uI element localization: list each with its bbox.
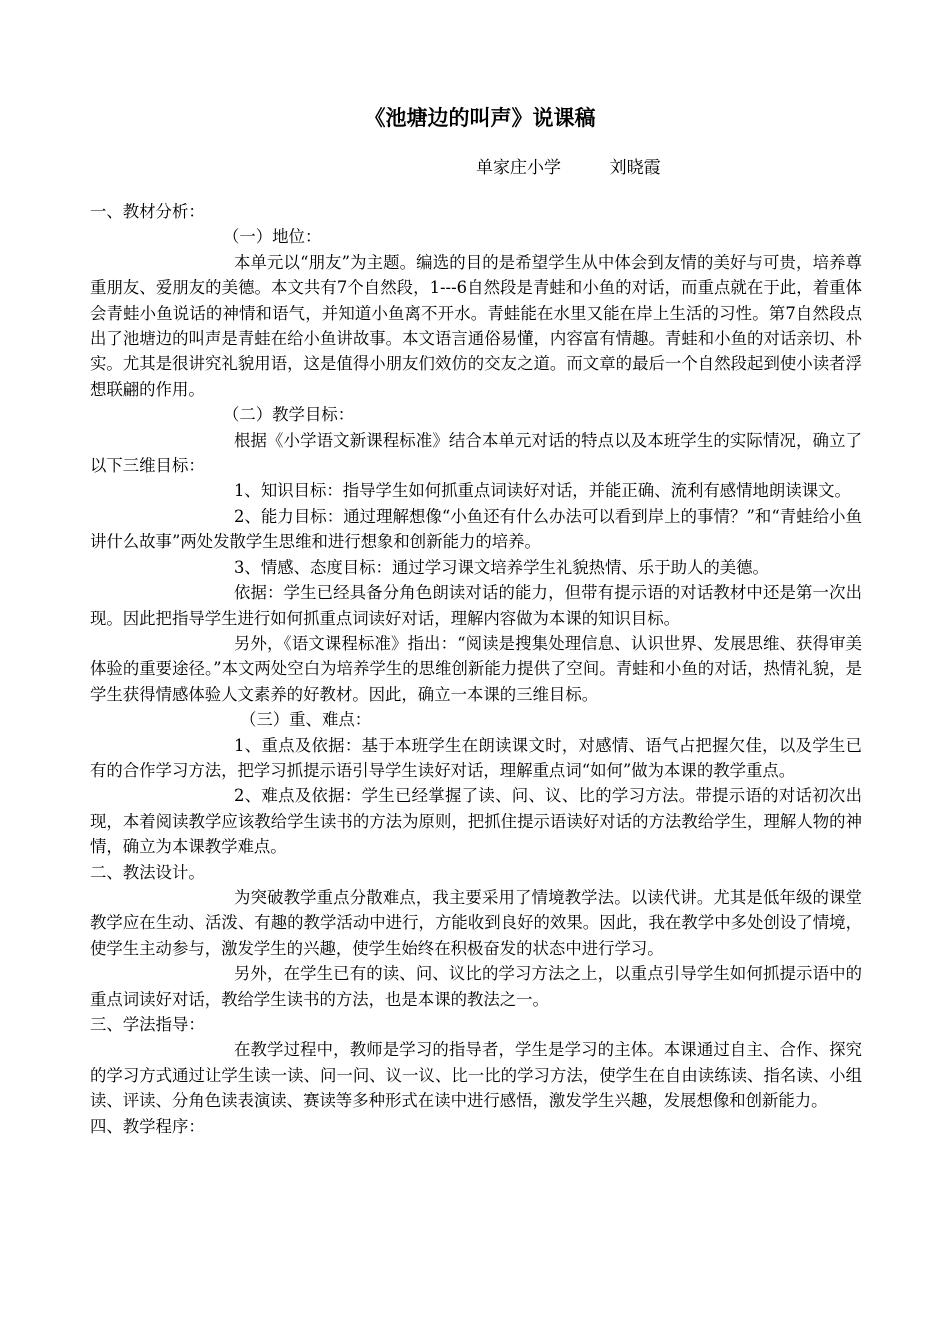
paragraph: 2、能力目标：通过理解想像“小鱼还有什么办法可以看到岸上的事情？”和“青蛙给小鱼讲什么故事”两处发散学生思维和进行想象和创新能力的培养。 <box>90 506 862 552</box>
paragraph: 另外，在学生已有的读、问、议比的学习方法之上，以重点引导学生如何抓提示语中的重点词读好对话，教给学生读书的方法，也是本课的教法之一。 <box>90 964 862 1009</box>
section-heading: 一、教材分析： <box>90 202 205 221</box>
paragraph: 在教学过程中，教师是学习的指导者，学生是学习的主体。本课通过自主、合作、探究的学习方式通过让学生读一读、问一问、议一议、比一比的学习方法，使学生在自由读练读、指名读、小组读、评读、分角色读表演读、赛读等多种形式在读中进行感悟，激发学生兴趣，发展想像和创新能力。 <box>90 1040 862 1111</box>
paragraph: 3、情感、态度目标：通过学习课文培养学生礼貌热情、乐于助人的美德。 <box>234 557 769 577</box>
paragraph: 1、知识目标：指导学生如何抓重点词读好对话，并能正确、流利有感情地朗读课文。 <box>234 481 851 501</box>
paragraph: 1、重点及依据：基于本班学生在朗读课文时，对感情、语气占把握欠佳，以及学生已有的合作学习方法，把学习抓提示语引导学生读好对话，理解重点词“如何”做为本课的教学重点。 <box>90 735 862 780</box>
paragraph: 本单元以“朋友”为主题。编选的目的是希望学生从中体会到友情的美好与可贵，培养尊重朋友、爱朋友的美德。本文共有7个自然段，1---6自然段是青蛙和小鱼的对话，而重点就在于此，着重体会青蛙小鱼说话的神情和语气，并知道小鱼离不开水。青蛙能在水里又能在岸上生活的习性。第7自然段点出了池塘边的叫声是青蛙在给小鱼讲故事。本文语言通俗易懂，内容富有情趣。青蛙和小鱼的对话亲切、朴实。尤其是很讲究礼貌用语，这是值得小朋友们效仿的交友之道。而文章的最后一个自然段起到使小读者浮想联翩的作用。 <box>90 252 862 399</box>
section-heading: 二、教法设计。 <box>90 862 205 882</box>
section-heading: （一）地位： <box>223 227 322 247</box>
document-body <box>90 199 862 1139</box>
section-heading: （二）教学目标： <box>223 405 355 425</box>
section-heading: 四、教学程序： <box>90 1116 205 1136</box>
paragraph: 另外，《语文课程标准》指出：“阅读是搜集处理信息、认识世界、发展思维、获得审美体验的重要途径。”本文两处空白为培养学生的思维创新能力提供了空间。青蛙和小鱼的对话，热情礼貌，是学生获得情感体验人文素养的好教材。因此，确立一本课的三维目标。 <box>90 633 862 704</box>
author-byline: 单家庄小学 刘晓霞 <box>476 158 661 178</box>
paragraph: 为突破教学重点分散难点，我主要采用了情境教学法。以读代讲。尤其是低年级的课堂教学应在生动、活泼、有趣的教学活动中进行，方能收到良好的效果。因此，我在教学中多处创设了情境，使学生主动参与，激发学生的兴趣，使学生始终在积极奋发的状态中进行学习。 <box>90 887 862 958</box>
paragraph: 2、难点及依据：学生已经掌握了读、问、议、比的学习方法。带提示语的对话初次出现，本着阅读教学应该教给学生读书的方法为原则，把抓住提示语读好对话的方法教给学生，理解人物的神情，确立为本课教学难点。 <box>90 786 862 857</box>
page-title: 《池塘边的叫声》说课稿 <box>364 105 596 130</box>
section-heading: （三）重、难点： <box>240 710 372 730</box>
section-heading: 三、学法指导： <box>90 1015 205 1034</box>
paragraph: 根据《小学语文新课程标准》结合本单元对话的特点以及本班学生的实际情况，确立了以下三维目标： <box>90 430 862 476</box>
paragraph: 依据：学生已经具备分角色朗读对话的能力，但带有提示语的对话教材中还是第一次出现。因此把指导学生进行如何抓重点词读好对话，理解内容做为本课的知识目标。 <box>90 583 862 628</box>
